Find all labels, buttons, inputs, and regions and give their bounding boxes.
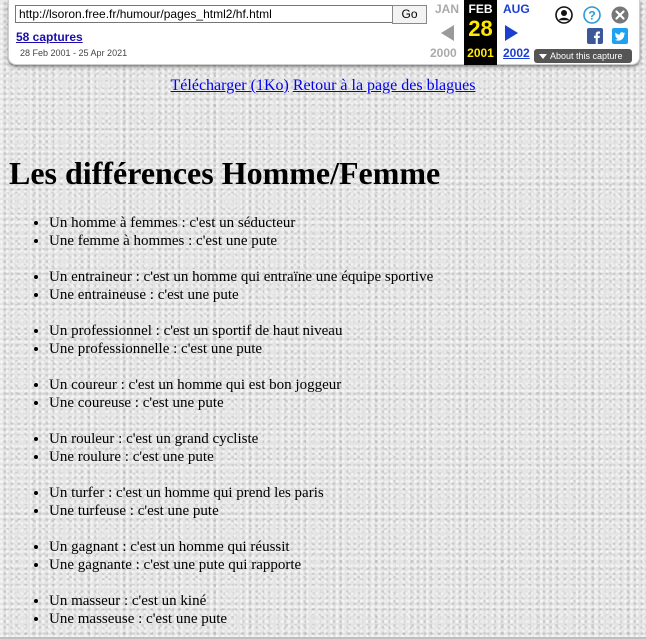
list-item: • Un gagnant : c'est un homme qui réussit — [49, 538, 433, 556]
next-year-link[interactable]: 2002 — [503, 46, 530, 60]
list-item: • Une gagnante : c'est une pute qui rapporte — [49, 556, 433, 574]
list-item: • Une entraineuse : c'est une pute — [49, 286, 433, 304]
list-item: • Un rouleur : c'est un grand cycliste — [49, 430, 433, 448]
list-item: • Une turfeuse : c'est une pute — [49, 502, 433, 520]
facebook-share-icon[interactable] — [587, 28, 603, 44]
list-item: • Une coureuse : c'est une pute — [49, 394, 433, 412]
list-item: • Une masseuse : c'est une pute — [49, 610, 433, 628]
list-item: • Un professionnel : c'est un sportif de haut niveau — [49, 322, 433, 340]
current-day: 28 — [468, 16, 493, 41]
back-to-jokes-link[interactable]: Retour à la page des blagues — [292, 77, 476, 94]
about-capture-label: About this capture — [550, 51, 623, 61]
top-links — [0, 77, 646, 95]
differences-list — [0, 214, 433, 628]
current-month: FEB — [468, 2, 493, 16]
list-item: • Une roulure : c'est une pute — [49, 448, 433, 466]
next-capture-arrow-icon[interactable] — [505, 25, 518, 41]
list-item: • Un entraineur : c'est un homme qui entraïne une équipe sportive — [49, 268, 433, 286]
next-month-link[interactable]: AUG — [503, 2, 530, 16]
page-title: Les différences Homme/Femme — [9, 155, 441, 191]
help-icon[interactable] — [583, 6, 601, 24]
current-capture-date — [464, 0, 497, 65]
twitter-share-icon[interactable] — [612, 28, 628, 44]
list-item: • Un coureur : c'est un homme qui est bon joggeur — [49, 376, 433, 394]
wayback-toolbar — [8, 0, 640, 65]
dropdown-arrow-icon — [539, 54, 547, 59]
close-icon[interactable] — [611, 6, 629, 24]
list-item: • Une femme à hommes : c'est une pute — [49, 232, 433, 250]
list-item: • Une professionnelle : c'est une pute — [49, 340, 433, 358]
list-item: • Un homme à femmes : c'est un séducteur — [49, 214, 433, 232]
svg-text:?: ? — [588, 8, 596, 23]
about-capture-button[interactable] — [534, 49, 632, 63]
list-item: • Un masseur : c'est un kiné — [49, 592, 433, 610]
prev-year-label: 2000 — [430, 46, 457, 60]
prev-month-label: JAN — [435, 2, 460, 16]
prev-capture-arrow-icon — [441, 25, 454, 41]
go-button[interactable]: Go — [392, 5, 427, 24]
download-link[interactable]: Télécharger (1Ko) — [170, 77, 289, 94]
captures-link[interactable]: 58 captures — [16, 30, 83, 44]
user-account-icon[interactable] — [555, 6, 573, 24]
list-item: • Un turfer : c'est un homme qui prend les paris — [49, 484, 433, 502]
current-year: 2001 — [467, 46, 494, 60]
capture-date-range: 28 Feb 2001 - 25 Apr 2021 — [20, 48, 128, 58]
url-input[interactable]: http://lsoron.free.fr/humour/pages_html2/hf.html — [15, 5, 393, 23]
